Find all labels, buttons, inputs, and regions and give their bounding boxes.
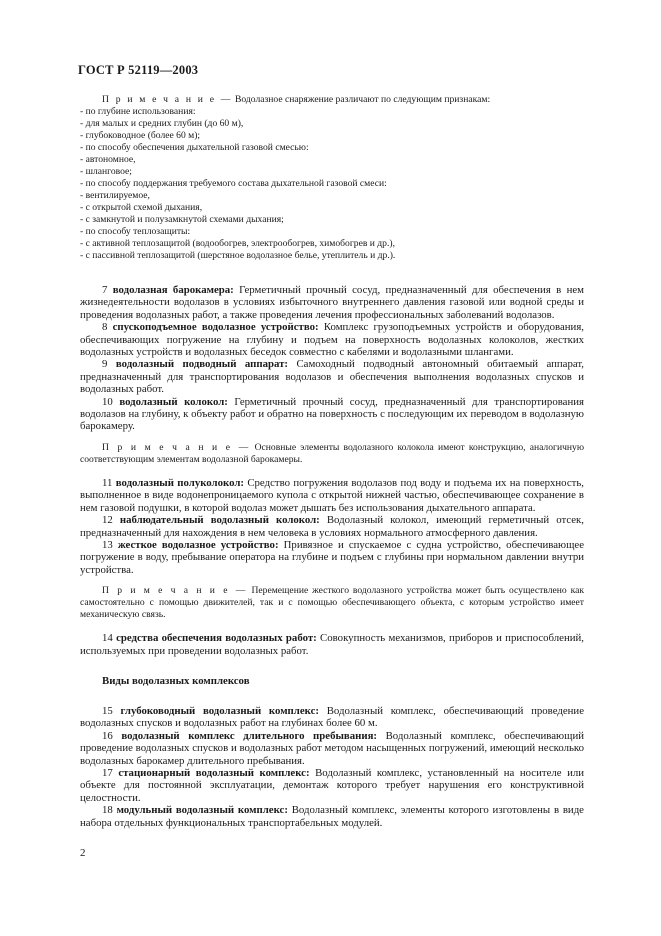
term-number: 13: [102, 538, 113, 551]
note-line: - автономное,: [80, 154, 136, 165]
note-line: - с открытой схемой дыхания,: [80, 202, 203, 213]
term-definition: Водолазный комплекс, установленный на носителе или объекте для постоянной эксплуатации, демонтаж которого требует нарушения его конструктивной целостности.: [80, 766, 585, 804]
term-definition: Водолазный комплекс, обеспечивающий проведение водолазных спусков и водолазных работ на глубинах более 60 м.: [80, 704, 585, 730]
term-definition: Герметичный прочный сосуд, предназначенный для транспортирования водолазов на глубину, к объекту работ и обратно на поверхность с последующим их переводом в водолазную барокамеру.: [80, 395, 584, 433]
document-header: ГОСТ Р 52119—2003: [78, 63, 199, 77]
term-name: жесткое водолазное устройство:: [117, 538, 279, 551]
note-line: - шланговое;: [80, 166, 132, 177]
note-line: - с пассивной теплозащитой (шерстяное водолазное белье, утеплитель и др.).: [80, 250, 396, 261]
term-definition: Самоходный подводный автономный обитаемый аппарат, предназначенный для транспортирования водолазов и обеспечения выполнения водолазных спусков и водолазных работ.: [80, 358, 584, 396]
term-18: [80, 804, 584, 829]
term-name: водолазный колокол:: [119, 395, 228, 408]
note-text: Перемещение жесткого водолазного устройства может быть осуществлено как самостоятельно с помощью движителей, так и с помощью обеспечивающего объекта, с которым устройство имеет механическую связь.: [80, 585, 585, 621]
term-name: глубоководный водолазный комплекс:: [120, 704, 319, 717]
term-name: средства обеспечения водолазных работ:: [116, 632, 317, 645]
term-definition: Совокупность механизмов, приборов и приспособлений, используемых при проведении водолазных работ.: [80, 632, 584, 657]
term-definition: Водолазный колокол, имеющий герметичный отсек, предназначенный для нахождения в нем человека в условиях нормального атмосферного давления.: [80, 514, 584, 539]
term-name: модульный водолазный комплекс:: [116, 804, 288, 817]
term-9: [80, 358, 584, 395]
note-line: - глубоководное (более 60 м);: [80, 130, 201, 141]
term-number: 17: [102, 766, 113, 779]
note-line: - по способу поддержания требуемого состава дыхательной газовой смеси:: [80, 178, 387, 189]
section-title: Виды водолазных комплексов: [102, 674, 250, 687]
term-11: [80, 477, 584, 514]
term-12: [80, 514, 584, 539]
note-line: - вентилируемое,: [80, 190, 150, 201]
note-text: Основные элементы водолазного колокола имеют конструкцию, аналогичную соответствующим элементам водолазной барокамеры.: [80, 441, 585, 465]
term-number: 7: [102, 284, 108, 296]
term-number: 18: [102, 804, 113, 817]
note-rigid-device: [80, 585, 584, 621]
page-number: 2: [80, 847, 86, 859]
note-line: - с активной теплозащитой (водообогрев, электрообогрев, химобогрев и др.),: [80, 238, 395, 249]
term-definition: Привязное и спускаемое с судна устройство, обеспечивающее погружение в воду, пребывание оператора на глубине и подъем с глубины при нормальном давлении внутри устройства.: [80, 538, 585, 576]
term-15: [80, 705, 584, 730]
note-label: П р и м е ч а н и е —: [102, 585, 248, 597]
term-definition: Средство погружения водолазов под воду и подъема их на поверхность, выполненное в виде водонепроницаемого купола с открытой нижней частью, обеспечивающее сохранение в нем газовой подушки, в которой водолаз может дышать без использования дыхательного аппарата.: [80, 476, 584, 514]
term-16: [80, 730, 584, 767]
note-intro: [80, 94, 584, 106]
term-definition: Комплекс грузоподъемных устройств и оборудования, обеспечивающих погружение на глубину и подъем на поверхность водолазных колоколов, жестких водолазных устройств и водолазных беседок совместно с кабелями и водолазными шлангами.: [80, 321, 584, 359]
note-text: Водолазное снаряжение различают по следующим признакам:: [232, 94, 491, 105]
term-number: 10: [102, 395, 113, 408]
term-number: 12: [102, 514, 113, 527]
note-lines: [80, 106, 584, 262]
term-17: [80, 767, 584, 804]
term-number: 15: [102, 704, 113, 717]
document-body: [80, 94, 584, 829]
term-name: стационарный водолазный комплекс:: [118, 766, 310, 779]
term-name: водолазный комплекс длительного пребывания:: [121, 729, 378, 742]
term-definition: Водолазный комплекс, элементы которого изготовлены в виде набора отдельных функциональных транспортабельных модулей.: [80, 804, 584, 829]
term-number: 8: [102, 321, 108, 334]
term-name: наблюдательный водолазный колокол:: [119, 514, 320, 527]
term-definition: Герметичный прочный сосуд, предназначенный для обеспечения в нем жизнедеятельности водолазов в условиях избыточного внутреннего давления газовой или водной среды и проведения водолазных работ, а также проведения лечения профессиональных заболеваний водолазов.: [80, 284, 584, 321]
term-name: спускоподъемное водолазное устройство:: [112, 321, 319, 334]
term-7: [80, 284, 584, 321]
term-name: водолазный полуколокол:: [115, 476, 244, 489]
note-line: - по способу обеспечения дыхательной газовой смесью:: [80, 142, 309, 153]
note-line: - для малых и средних глубин (до 60 м),: [80, 118, 244, 129]
note-equipment-classification: [80, 94, 584, 262]
term-14: [80, 632, 584, 657]
term-number: 16: [102, 729, 113, 742]
note-line: - по способу теплозащиты:: [80, 226, 191, 237]
term-10: [80, 396, 584, 433]
term-number: 14: [102, 632, 113, 645]
note-bell-elements: [80, 442, 584, 466]
term-name: водолазная барокамера:: [112, 284, 234, 296]
term-8: [80, 321, 584, 358]
term-name: водолазный подводный аппарат:: [115, 358, 289, 371]
note-line: - с замкнутой и полузамкнутой схемами дыхания;: [80, 214, 284, 225]
term-definition: Водолазный комплекс, обеспечивающий проведение водолазных спусков и водолазных работ методом насыщенных погружений, имеющий несколько водолазных барокамер длительного пребывания.: [80, 729, 584, 767]
note-label: П р и м е ч а н и е —: [102, 441, 251, 453]
term-number: 9: [102, 358, 108, 371]
note-label: П р и м е ч а н и е —: [102, 94, 233, 105]
term-13: [80, 539, 584, 576]
term-number: 11: [102, 476, 113, 489]
note-line: - по глубине использования:: [80, 106, 196, 117]
